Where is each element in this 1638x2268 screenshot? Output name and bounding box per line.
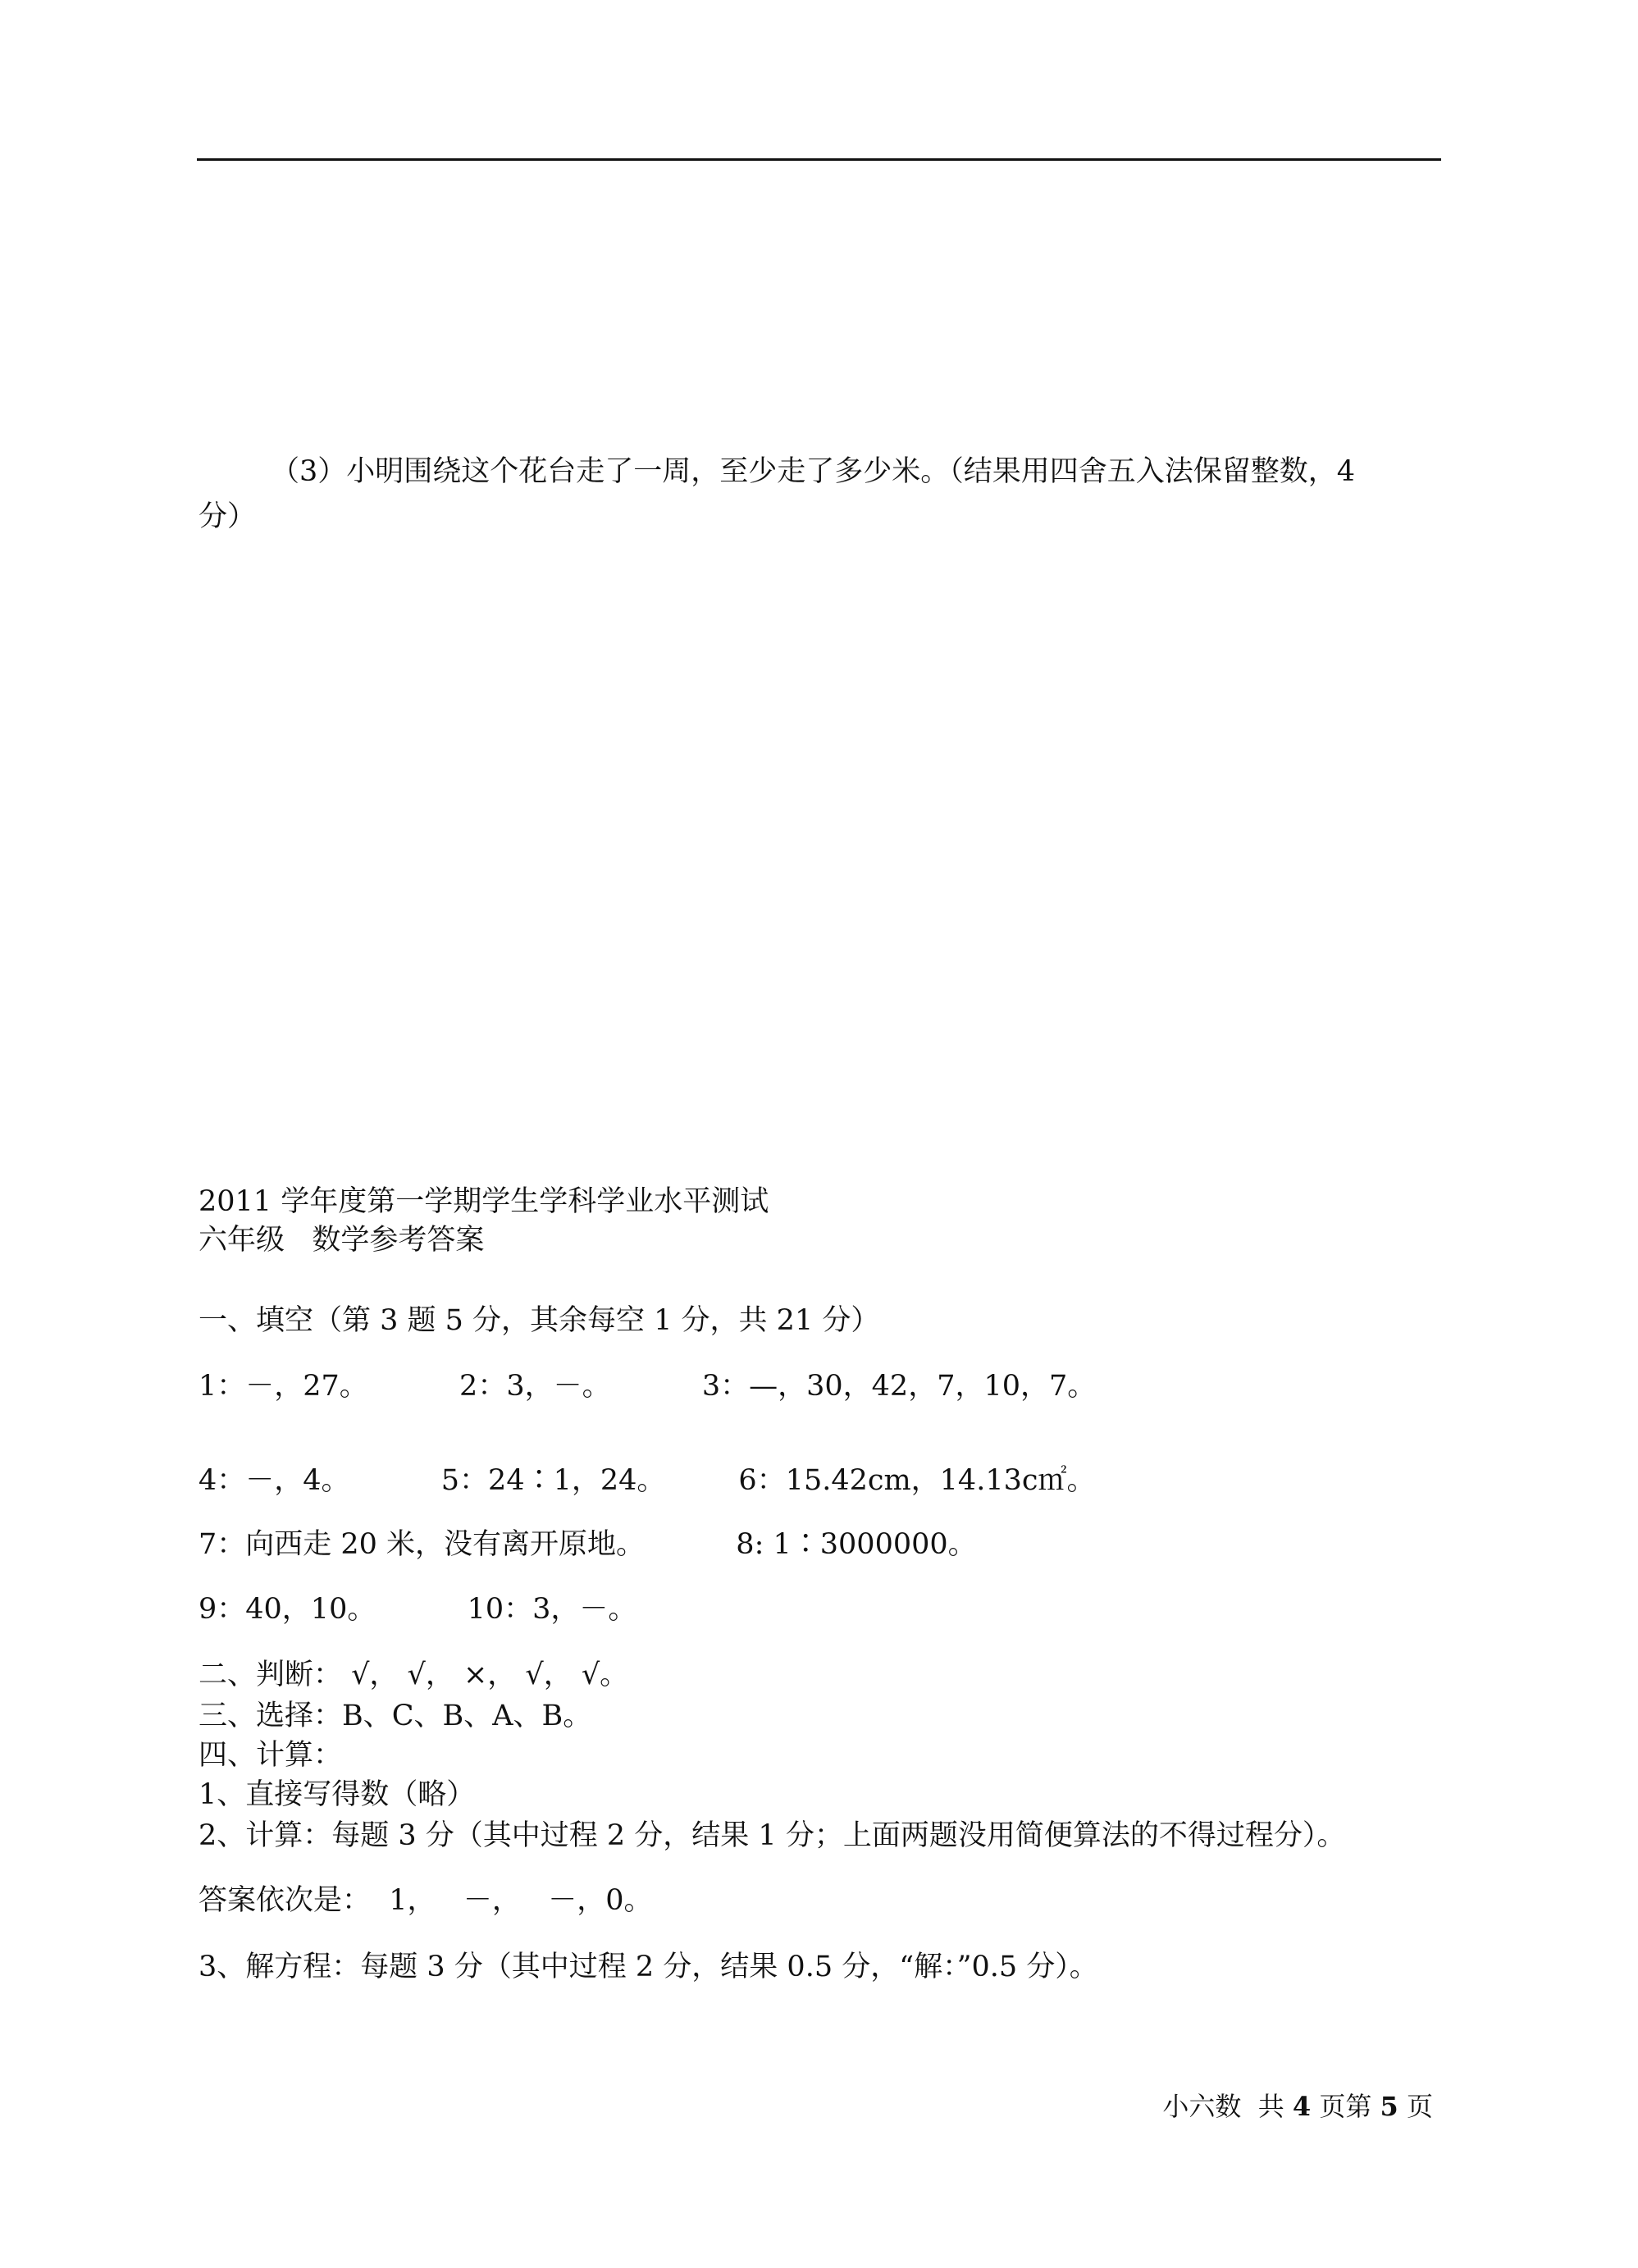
calc-item-3: 3、解方程：每题 3 分（其中过程 2 分，结果 0.5 分，“解：”0.5 分）。 xyxy=(198,1951,1098,1983)
question-3-text: （3）小明围绕这个花台走了一周，至少走了多少米。（结果用四舍五入法保留整数，4 xyxy=(271,455,1356,488)
footer-total-pages: 4 xyxy=(1292,2091,1312,2122)
section4-heading: 四、计算： xyxy=(198,1739,343,1772)
page-footer xyxy=(1162,2090,1433,2123)
calc-item-2: 2、计算：每题 3 分（其中过程 2 分，结果 1 分；上面两题没用简便算法的不得过程分）。 xyxy=(198,1819,1346,1852)
fill-answers-row2: 4：－，4。 5：24∶1，24。 6：15.42cm，14.13c㎡。 xyxy=(198,1464,1096,1497)
fill-answers-row4: 9：40，10。 10：3，－。 xyxy=(198,1593,637,1626)
fill-answers-row1: 1：－，27。 2：3，－。 3：—，30，42，7，10，7。 xyxy=(198,1370,1097,1403)
answer-title: 2011 学年度第一学期学生学科学业水平测试 xyxy=(198,1185,769,1218)
calc-item-1: 1、直接写得数（略） xyxy=(198,1778,476,1811)
header-rule xyxy=(197,158,1441,161)
question-3-text-cont: 分） xyxy=(198,500,257,533)
footer-middle: 页第 xyxy=(1311,2091,1380,2122)
footer-current-page: 5 xyxy=(1380,2091,1398,2122)
answer-subtitle: 六年级 数学参考答案 xyxy=(198,1224,485,1257)
footer-suffix: 页 xyxy=(1398,2091,1433,2122)
calc-answers: 答案依次是： 1， －， －，0。 xyxy=(198,1884,653,1917)
section1-heading: 一、填空（第 3 题 5 分，其余每空 1 分，共 21 分） xyxy=(198,1304,880,1337)
section2-judgement: 二、判断： √， √， ×， √， √。 xyxy=(198,1659,629,1691)
section3-choice: 三、选择：B、C、B、A、B。 xyxy=(198,1700,592,1732)
footer-label: 小六数 共 xyxy=(1162,2091,1293,2122)
fill-answers-row3: 7：向西走 20 米，没有离开原地。 8: 1∶3000000。 xyxy=(198,1528,977,1561)
